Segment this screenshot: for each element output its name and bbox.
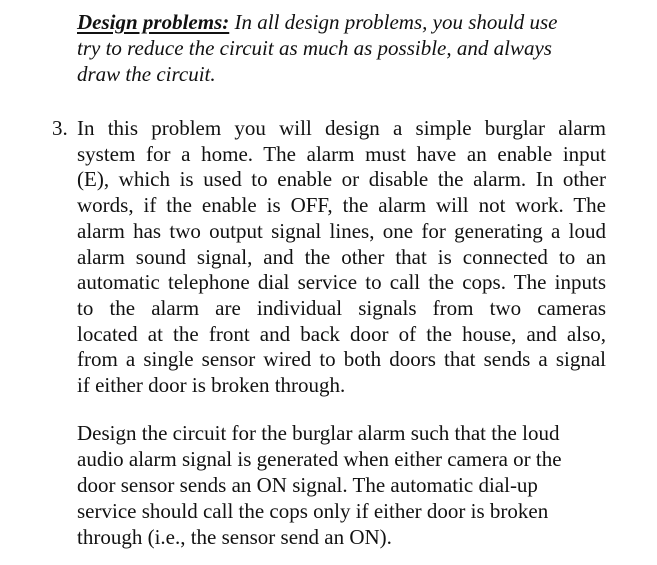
- problem-line: if either door is broken through.: [77, 373, 346, 398]
- problem-3: [52, 116, 612, 399]
- problem-line: system for a home. The alarm must have an enable input: [77, 141, 606, 166]
- intro-line-3: draw the circuit.: [77, 62, 216, 86]
- problem-number: 3.: [52, 116, 68, 140]
- design-problems-label: Design problems:: [77, 10, 230, 34]
- intro-line-1: In all design problems, you should use: [229, 10, 558, 34]
- problem-line: located at the front and back door of the house, and also,: [77, 321, 606, 346]
- problem-paragraph: [77, 116, 606, 399]
- problem-description: [77, 116, 606, 399]
- problem-line: (E), which is used to enable or disable the alarm. In other: [77, 167, 606, 192]
- design-line: audio alarm signal is generated when either camera or the: [77, 447, 562, 471]
- design-line: service should call the cops only if either door is broken: [77, 499, 549, 523]
- problem-line: from a single sensor wired to both doors that sends a signal: [77, 347, 606, 372]
- design-requirements-paragraph: [77, 420, 606, 550]
- design-line: door sensor sends an ON signal. The automatic dial-up: [77, 473, 538, 497]
- design-problems-intro: [77, 9, 597, 87]
- problem-line: to the alarm are individual signals from two cameras: [77, 295, 606, 320]
- problem-line: alarm has two output signal lines, one for generating a loud: [77, 218, 606, 243]
- problem-line: In this problem you will design a simple burglar alarm: [77, 116, 606, 140]
- design-line: through (i.e., the sensor send an ON).: [77, 525, 392, 549]
- problem-line: automatic telephone dial service to call the cops. The inputs: [77, 270, 606, 295]
- problem-line: alarm sound signal, and the other that is connected to an: [77, 244, 606, 269]
- problem-line: words, if the enable is OFF, the alarm will not work. The: [77, 193, 606, 218]
- intro-line-2: try to reduce the circuit as much as possible, and always: [77, 36, 552, 60]
- design-line: Design the circuit for the burglar alarm such that the loud: [77, 421, 560, 445]
